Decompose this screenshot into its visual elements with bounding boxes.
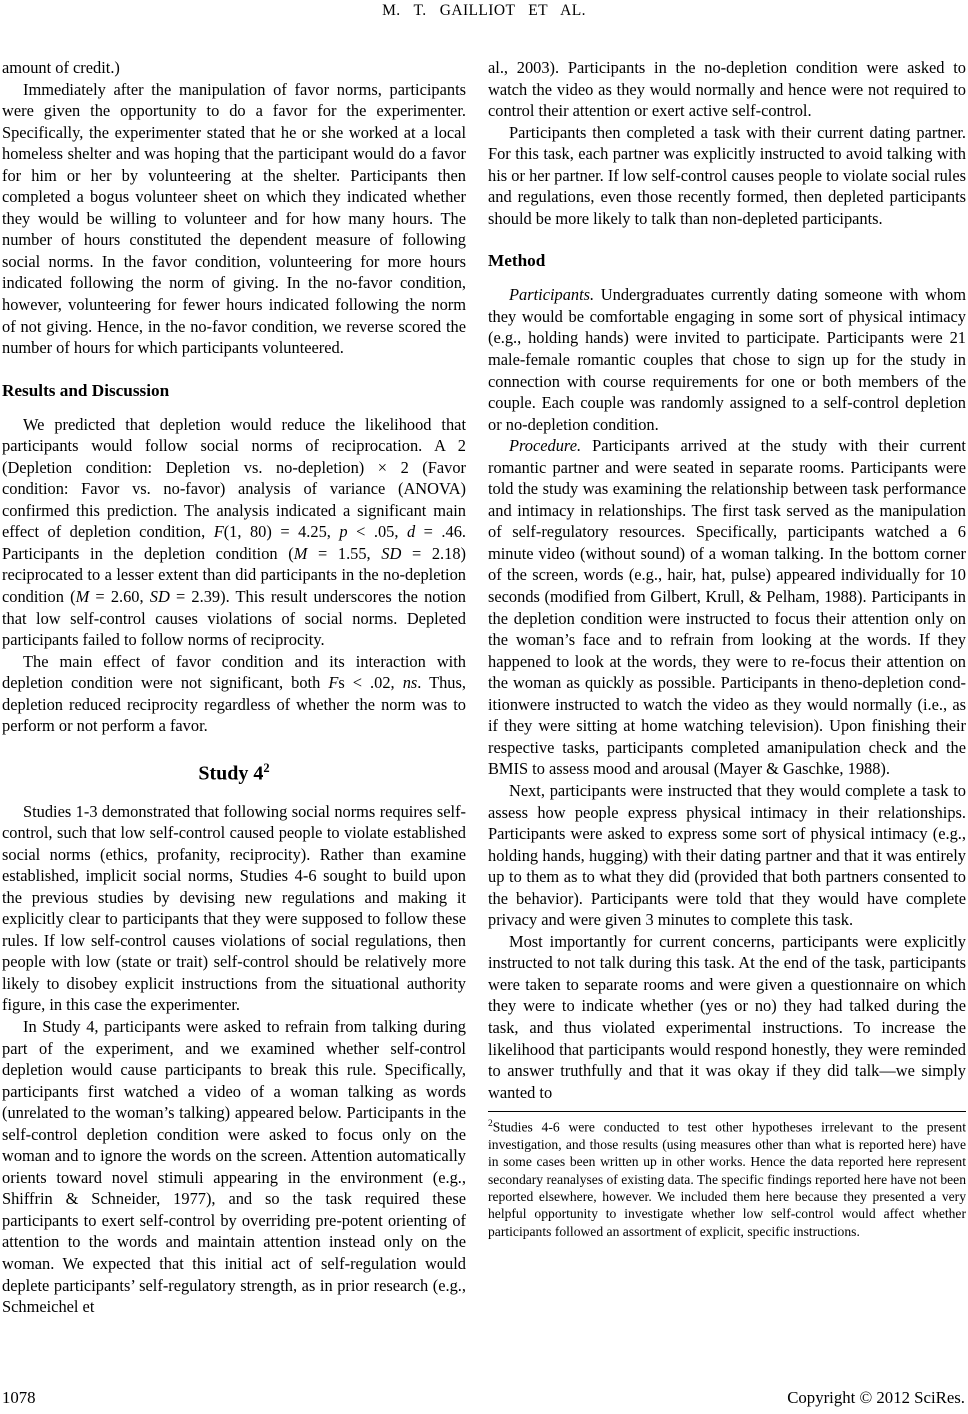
footnote-2-text: Studies 4-6 were conducted to test other hypotheses irrelevant to the present investigation, and those results (using measures other than what is reported here) have in some cases been written up in other works. Hence the data reported here represent secondary reanalyses of existing data. The specific findings reported here have not been reported elsewhere, however. We included them here because they presented a very helpful opportunity to investigate whether low self-control would affect whether participants followed an assortment of explicit, specific instructions.	[488, 1119, 966, 1239]
heading-study-4-footnote-marker: 2	[263, 760, 270, 775]
para-studies-1-3-overview: Studies 1-3 demonstrated that following social norms requires self-control, such that low self-control caused people to violate established social norms (ethics, profanity, reciprocity). Rather than examine established, implicit social norms, Studies 4-6 sought to build upon the previous studies by devising new regulations and making it explicitly clear to participants that they were supposed to follow these rules. If low self-control causes violations of social regulations, then people with low (state or trait) self-control should be relatively more likely to disobey explicit instructions from the situational authority figure, in this case the experimenter.	[2, 801, 466, 1015]
para-procedure: Procedure. Participants arrived at the study with their current romantic partner and were seated in separate rooms. Participants were told the study was examining the relationship between task performance and intimacy in relationships. The first task served as the manipulation of self-regulatory resources. Specifically, participants watched a 6 minute video (without sound) of a woman talking. In the bottom corner of the screen, words (e.g., hair, hat, pulse) appeared individually for 10 seconds (modified from Gilbert, Krull, & Pelham, 1988). Participants in the depletion condition were instructed to focus their attention only on the woman’s face and to refrain from looking at the words. If they happened to look at the words, they were to re-focus their attention on the woman as quickly as possible. Participants in theno-depletion cond-itionwere instructed to watch the video as they would normally (i.e., as if they were sitting at home watching television). Upon finishing their respective tasks, participants completed amanipulation check and the BMIS to assess mood and arousal (Mayer & Gaschke, 1988).	[488, 436, 966, 779]
page-number: 1078	[2, 1388, 36, 1407]
para-intimacy-task: Next, participants were instructed that they would complete a task to assess how people express physical intimacy in their relationships. Participants were asked to express some sort of physical intimacy (e.g., holding hands, hugging) with their dating partner and that it was entirely up to them as to what they did (provided that both partners consented to the behavior). Participants were told that they would have complete privacy and were given 3 minutes to complete this task.	[488, 780, 966, 930]
para-no-depletion-continuation: al., 2003). Participants in the no-depletion condition were asked to watch the video as they would normally and hence were not required to control their attention or exert active self-control.	[488, 58, 966, 121]
footnote-rule	[488, 1111, 966, 1112]
para-study-4-intro: In Study 4, participants were asked to refrain from talking during part of the experiment, and we examined whether self-control depletion would cause participants to break this rule. Specifically, participants first watched a video of a woman talking as words (unrelated to the woman’s talking) appeared below. Participants in the self-control depletion condition were asked to focus only on the woman and to ignore the words on the screen. Attention automatically orients toward novel stimuli appearing in the environment (e.g., Shiffrin & Schneider, 1977), and so the task required these participants to exert self-control by overriding pre-potent orienting of attention to the words and maintain attention instead only on the woman. We expected that this initial act of self-regulation would deplete participants’ self-regulatory strength, as in prior research (e.g., Schmeichel et	[2, 1016, 466, 1317]
para-favor-interaction: The main effect of favor condition and its interaction with depletion condition were not significant, both Fs < .02, ns. Thus, depletion reduced reciprocity regardless of whether the norm was to perform or not perform a favor.	[2, 651, 466, 736]
para-anova-results: We predicted that depletion would reduce the likelihood that participants would follow social norms of reciprocation. A 2 (Depletion condition: Depletion vs. no-depletion) × 2 (Favor condition: Favor vs. no-favor) analysis of variance (ANOVA) confirmed this prediction. The analysis indicated a significant main effect of depletion condition, F(1, 80) = 4.25, p < .05, d = .46. Participants in the depletion condition (M = 1.55, SD = 2.18) reciprocated to a lesser extent than did participants in the no-depletion condition (M = 2.60, SD = 2.39). This result underscores the notion that low self-control causes violations of social norms. Depleted participants failed to follow norms of reciprocity.	[2, 414, 467, 650]
heading-method: Method	[488, 251, 546, 271]
right-column	[488, 57, 966, 1318]
para-amount-of-credit: amount of credit.)	[2, 58, 120, 77]
footnote-2	[488, 1116, 966, 1240]
running-head: M. T. GAILLIOT ET AL.	[382, 2, 586, 19]
page-footer	[2, 1388, 965, 1408]
footnote-2-marker: 2	[488, 1119, 493, 1130]
heading-study-4-label: Study 4	[198, 762, 264, 785]
para-favor-manipulation: Immediately after the manipulation of favor norms, participants were given the opportunity to do a favor for the experimenter. Specifically, the experimenter stated that he or she worked at a local homeless shelter and was hoping that the participant would do a favor for him or her by volunteering at the shelter. Participants then completed a bogus volunteer sheet on which they indicated whether they would be willing to volunteer and for how many hours. The number of hours constituted the dependent measure of following social norms. In the favor condition, volunteering for more hours indicated following the norm of giving. In the no-favor condition, however, volunteering for fewer hours indicated following the norm of not giving. Hence, in the no-favor condition, we reverse scored the number of hours for which participants volunteered.	[2, 79, 466, 358]
two-column-body	[2, 57, 966, 1318]
copyright-notice: Copyright © 2012 SciRes.	[787, 1388, 965, 1407]
heading-results-and-discussion: Results and Discussion	[2, 380, 170, 400]
para-partner-task: Participants then completed a task with their current dating partner. For this task, each partner was explicitly instructed to avoid talking with his or her partner. If low self-control causes people to violate social rules and regulations, even those recently formed, then depleted participants should be more likely to talk than non-depleted participants.	[488, 122, 966, 228]
para-participants: Participants. Undergraduates currently dating someone with whom they would be comfortable engaging in some sort of physical intimacy (e.g., holding hands) were invited to participate. Participants were 21 male-female romantic couples that chose to sign up for the study in connection with course requirements for one or both members of the couple. Each couple was randomly assigned to a self-control depletion or no-depletion condition.	[488, 285, 966, 434]
left-column	[2, 57, 466, 1318]
para-no-talk-instruction: Most importantly for current concerns, participants were explicitly instructed to not talk during this task. At the end of the task, participants were taken to separate rooms and were given a questionnaire on which they were to indicate whether (yes or no) they had talked during the task, and thus violated experimental instructions. To increase the likelihood that participants would respond honestly, they were reminded to answer truthfully and that it was okay if they did talk—we simply wanted to	[488, 931, 966, 1102]
heading-study-4	[2, 756, 466, 786]
